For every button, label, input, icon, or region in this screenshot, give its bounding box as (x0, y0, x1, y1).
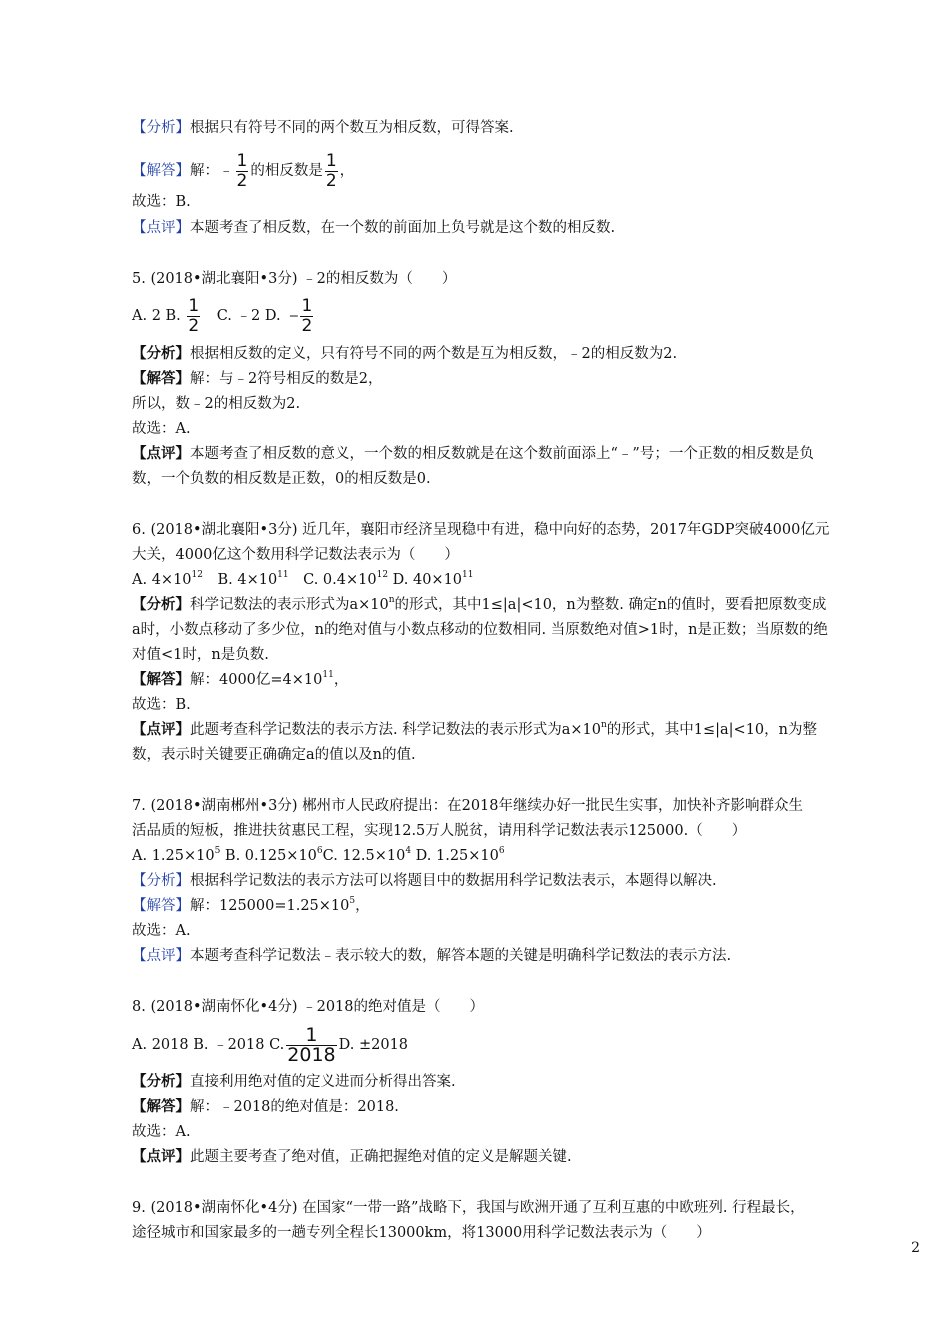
comment-text: 的形式，其中1≤|a|<10，n为整 (606, 722, 817, 738)
option-text: D. ±2018 (338, 1037, 409, 1053)
exponent: 4 (405, 846, 412, 856)
fraction-denominator: 2 (301, 315, 313, 336)
question-7-options (132, 846, 505, 866)
analysis-line-3: 对值<1时，n是负数. (132, 647, 269, 663)
solution-line (132, 1097, 399, 1117)
fraction (300, 297, 313, 336)
comment-line (132, 444, 814, 464)
solution-text: 解：与﹣2符号相反的数是2， (190, 371, 383, 387)
solution-tag: 【解答】 (132, 1098, 190, 1115)
comment-text: 本题考查科学记数法﹣表示较大的数，解答本题的关键是明确科学记数法的表示方法. (190, 948, 732, 964)
fraction (325, 152, 338, 191)
exponent: 12 (376, 570, 389, 580)
question-6-stem-2: 大关，4000亿这个数用科学记数法表示为（ ） (132, 547, 459, 563)
exponent: n (600, 720, 607, 730)
option-text: A. 2 B. (132, 308, 186, 324)
solution-line (132, 150, 354, 192)
question-8-options (132, 1024, 408, 1066)
comment-tag: 【点评】 (132, 220, 190, 236)
choice-line: 故选：B. (132, 194, 191, 210)
option-b: B. 4×10 (202, 572, 278, 588)
fraction-denominator: 2018 (287, 1043, 336, 1066)
comment-text: 此题主要考查了绝对值，正确把握绝对值的定义是解题关键. (190, 1149, 572, 1165)
option-text: A. 2018 B. ﹣2018 C. (132, 1037, 285, 1053)
comment-line (132, 218, 615, 238)
solution-line-2: 所以，数﹣2的相反数为2. (132, 396, 301, 412)
solution-text: 解：﹣2018的绝对值是：2018. (190, 1099, 399, 1115)
question-5-stem: 5. (2018•湖北襄阳•3分) ﹣2的相反数为（ ） (132, 271, 457, 287)
question-8-stem: 8. (2018•湖南怀化•4分) ﹣2018的绝对值是（ ） (132, 999, 484, 1015)
comment-text: 本题考查了相反数的意义，一个数的相反数就是在这个数前面添上“﹣”号；一个正数的相反数是负 (190, 446, 814, 462)
exponent: 11 (462, 570, 474, 580)
fraction-denominator: 2 (236, 170, 248, 191)
exponent: 6 (316, 846, 323, 856)
exponent: 11 (277, 570, 289, 580)
solution-text: 解：4000亿=4×10 (190, 672, 323, 688)
exponent: 11 (322, 670, 334, 680)
solution-text: ， (339, 163, 355, 179)
solution-tag: 【解答】 (132, 898, 190, 914)
comment-tag: 【点评】 (132, 721, 190, 738)
option-b: B. 0.125×10 (220, 848, 317, 864)
fraction (286, 1023, 336, 1066)
question-9-stem: 9. (2018•湖南怀化•4分) 在国家“一带一路”战略下，我国与欧洲开通了互利互惠的中欧班列. 行程最长， (132, 1200, 805, 1216)
exponent: 5 (349, 896, 356, 906)
analysis-tag: 【分析】 (132, 596, 190, 613)
question-7-stem: 7. (2018•湖南郴州•3分) 郴州市人民政府提出：在2018年继续办好一批民生实事，加快补齐影响群众生 (132, 798, 803, 814)
page-number: 2 (911, 1240, 920, 1256)
solution-text: 解：125000=1.25×10 (190, 898, 350, 914)
analysis-text: 科学记数法的表示形式为a×10 (190, 597, 389, 613)
comment-text: 此题考查科学记数法的表示方法. 科学记数法的表示形式为a×10 (190, 722, 601, 738)
solution-tag: 【解答】 (132, 671, 190, 688)
fraction-numerator: 1 (301, 295, 313, 316)
analysis-line (132, 595, 826, 615)
fraction-numerator: 1 (188, 295, 200, 316)
comment-line-2: 数，一个负数的相反数是正数，0的相反数是0. (132, 471, 431, 487)
question-6-options (132, 570, 474, 590)
analysis-tag: 【分析】 (132, 345, 190, 362)
option-text: C. ﹣2 D. (202, 308, 286, 324)
analysis-text: 直接利用绝对值的定义进而分析得出答案. (190, 1074, 456, 1090)
option-d: D. 1.25×10 (411, 848, 499, 864)
analysis-tag: 【分析】 (132, 873, 190, 889)
comment-tag: 【点评】 (132, 1148, 190, 1165)
comment-line (132, 946, 731, 966)
fraction (236, 152, 249, 191)
solution-text: ， (333, 672, 349, 688)
option-a: A. 4×10 (132, 572, 192, 588)
question-5-options: A. 2 B. $\frac{1}{2}$ C. ﹣2 D. ‒ $\frac{1}{2}$ (132, 295, 313, 336)
analysis-text: 根据科学记数法的表示方法可以将题目中的数据用科学记数法表示，本题得以解决. (190, 873, 717, 889)
exponent: n (388, 595, 395, 605)
analysis-text: 根据只有符号不同的两个数互为相反数，可得答案. (190, 120, 514, 136)
comment-tag: 【点评】 (132, 445, 190, 462)
solution-text: 的相反数是 (250, 163, 323, 179)
analysis-line (132, 344, 677, 364)
comment-line (132, 1147, 572, 1167)
solution-text: 解：﹣ (190, 163, 234, 179)
choice-line: 故选：B. (132, 697, 191, 713)
comment-line (132, 720, 817, 740)
analysis-line (132, 1072, 456, 1092)
analysis-text: 根据相反数的定义，只有符号不同的两个数是互为相反数，﹣2的相反数为2. (190, 346, 678, 362)
exponent: 12 (191, 570, 203, 580)
question-9-stem-2: 途径城市和国家最多的一趟专列全程长13000km，将13000用科学记数法表示为（ ） (132, 1225, 711, 1241)
option-d: D. 40×10 (388, 572, 463, 588)
comment-text: 本题考查了相反数，在一个数的前面加上负号就是这个数的相反数. (190, 220, 616, 236)
solution-line (132, 670, 348, 690)
fraction-numerator: 1 (286, 1026, 336, 1046)
solution-text: ， (355, 898, 370, 914)
option-c: C. 12.5×10 (322, 848, 406, 864)
fraction-denominator: 2 (325, 170, 337, 191)
choice-line: 故选：A. (132, 421, 191, 437)
fraction-numerator: 1 (325, 150, 337, 171)
analysis-line (132, 871, 717, 891)
solution-tag: 【解答】 (132, 370, 190, 387)
solution-line (132, 369, 382, 389)
analysis-line (132, 118, 514, 138)
solution-tag: 【解答】 (132, 163, 190, 179)
analysis-text: 的形式，其中1≤|a|<10，n为整数. 确定n的值时，要看把原数变成 (394, 597, 827, 613)
choice-line: 故选：A. (132, 923, 191, 939)
option-c: C. 0.4×10 (288, 572, 377, 588)
analysis-tag: 【分析】 (132, 120, 190, 136)
question-7-stem-2: 活品质的短板，推进扶贫惠民工程，实现12.5万人脱贫，请用科学记数法表示125000.（ ） (132, 823, 747, 839)
question-6-stem: 6. (2018•湖北襄阳•3分) 近几年，襄阳市经济呈现稳中有进，稳中向好的态势，2017年GDP突破4000亿元 (132, 522, 830, 538)
solution-line (132, 896, 370, 916)
choice-line: 故选：A. (132, 1124, 191, 1140)
analysis-line-2: a时，小数点移动了多少位，n的绝对值与小数点移动的位数相同. 当原数绝对值>1时，n是正数；当原数的绝 (132, 622, 828, 638)
option-a: A. 1.25×10 (132, 848, 215, 864)
fraction (187, 297, 200, 336)
fraction-denominator: 2 (188, 315, 200, 336)
analysis-tag: 【分析】 (132, 1073, 190, 1090)
fraction-numerator: 1 (236, 150, 248, 171)
comment-tag: 【点评】 (132, 948, 190, 964)
comment-line-2: 数，表示时关键要正确确定a的值以及n的值. (132, 747, 416, 763)
exponent: 6 (498, 846, 505, 856)
exponent: 5 (214, 846, 221, 856)
